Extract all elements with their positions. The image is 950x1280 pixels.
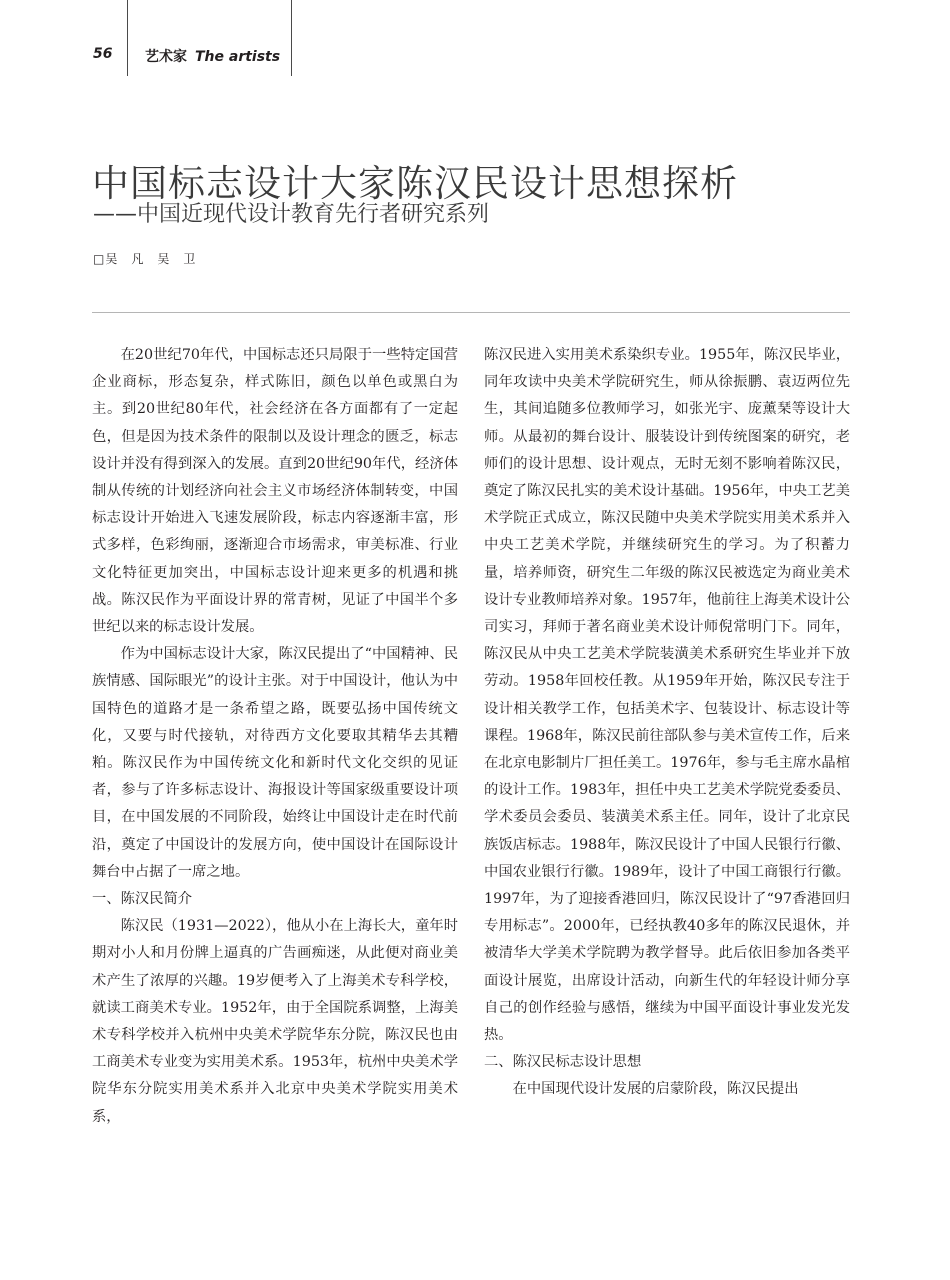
journal-name-en: The artists <box>195 49 281 65</box>
header-divider-right <box>291 0 292 76</box>
title-divider <box>92 312 850 313</box>
paragraph: 在20世纪70年代，中国标志还只局限于一些特定国营企业商标，形态复杂，样式陈旧，颜色以单色或黑白为主。到20世纪80年代，社会经济在各方面都有了一定起色，但是因为技术条件的限制以及设计理念的匮乏，标志设计并没有得到深入的发展。直到20世纪90年代，经济体制从传统的计划经济向社会主义市场经济体制转变，中国标志设计开始进入飞速发展阶段，标志内容逐渐丰富，形式多样，色彩绚丽，逐渐迎合市场需求，审美标准、行业文化特征更加突出，中国标志设计迎来更多的机遇和挑战。陈汉民作为平面设计界的常青树，见证了中国半个多世纪以来的标志设计发展。 <box>92 347 458 636</box>
paragraph: 作为中国标志设计大家，陈汉民提出了“中国精神、民族情感、国际眼光”的设计主张。对于中国设计，他认为中国特色的道路才是一条希望之路，既要弘扬中国传统文化，又要与时代接轨，对待西方文化要取其精华去其糟粕。陈汉民作为中国传统文化和新时代文化交织的见证者，参与了许多标志设计、海报设计等国家级重要设计项目，在中国发展的不同阶段，始终让中国设计走在时代前沿，奠定了中国设计的发展方向，使中国设计在国际设计舞台中占据了一席之地。 <box>92 646 458 880</box>
article-authors: □吴 凡 吴 卫 <box>93 252 197 266</box>
page-number: 56 <box>93 46 113 62</box>
journal-name-cn: 艺术家 <box>145 49 187 65</box>
section-heading: 一、陈汉民简介 <box>92 891 193 908</box>
body-column-right <box>484 342 850 1104</box>
header-divider-left <box>127 0 128 76</box>
article-title: 中国标志设计大家陈汉民设计思想探析 <box>92 161 738 205</box>
paragraph: 陈汉民进入实用美术系染织专业。1955年，陈汉民毕业，同年攻读中央美术学院研究生，师从徐振鹏、袁迈两位先生，其间追随多位教师学习，如张光宇、庞薰琹等设计大师。从最初的舞台设计、服装设计到传统图案的研究，老师们的设计思想、设计观点，无时无刻不影响着陈汉民，奠定了陈汉民扎实的美术设计基础。1956年，中央工艺美术学院正式成立，陈汉民随中央美术学院实用美术系并入中央工艺美术学院，并继续研究生的学习。为了积蓄力量，培养师资，研究生二年级的陈汉民被选定为商业美术设计专业教师培养对象。1957年，他前往上海美术设计公司实习，拜师于著名商业美术设计师倪常明门下。同年，陈汉民从中央工艺美术学院装潢美术系研究生毕业并下放劳动。1958年回校任教。从1959年开始，陈汉民专注于设计相关教学工作，包括美术字、包装设计、标志设计等课程。1968年，陈汉民前往部队参与美术宣传工作，后来在北京电影制片厂担任美工。1976年，参与毛主席水晶棺的设计工作。1983年，担任中央工艺美术学院党委委员、学术委员会委员、装潢美术系主任。同年，设计了北京民族饭店标志。1988年，陈汉民设计了中国人民银行行徽、中国农业银行行徽。1989年，设计了中国工商银行行徽。1997年，为了迎接香港回归，陈汉民设计了“97香港回归专用标志”。2000年，已经执教40多年的陈汉民退休，并被清华大学美术学院聘为教学督导。此后依旧参加各类平面设计展览，出席设计活动，向新生代的年轻设计师分享自己的创作经验与感悟，继续为中国平面设计事业发光发热。 <box>484 347 850 1044</box>
section-heading: 二、陈汉民标志设计思想 <box>484 1054 642 1071</box>
article-subtitle: ——中国近现代设计教育先行者研究系列 <box>93 202 490 227</box>
paragraph: 陈汉民（1931—2022），他从小在上海长大，童年时期对小人和月份牌上逼真的广告画痴迷，从此便对商业美术产生了浓厚的兴趣。19岁便考入了上海美术专科学校，就读工商美术专业。1952年，由于全国院系调整，上海美术专科学校并入杭州中央美术学院华东分院，陈汉民也由工商美术专业变为实用美术系。1953年，杭州中央美术学院华东分院实用美术系并入北京中央美术学院实用美术系， <box>92 918 458 1125</box>
paragraph: 在中国现代设计发展的启蒙阶段，陈汉民提出 <box>512 1081 799 1098</box>
body-column-left <box>92 342 458 1131</box>
running-head <box>145 46 280 66</box>
